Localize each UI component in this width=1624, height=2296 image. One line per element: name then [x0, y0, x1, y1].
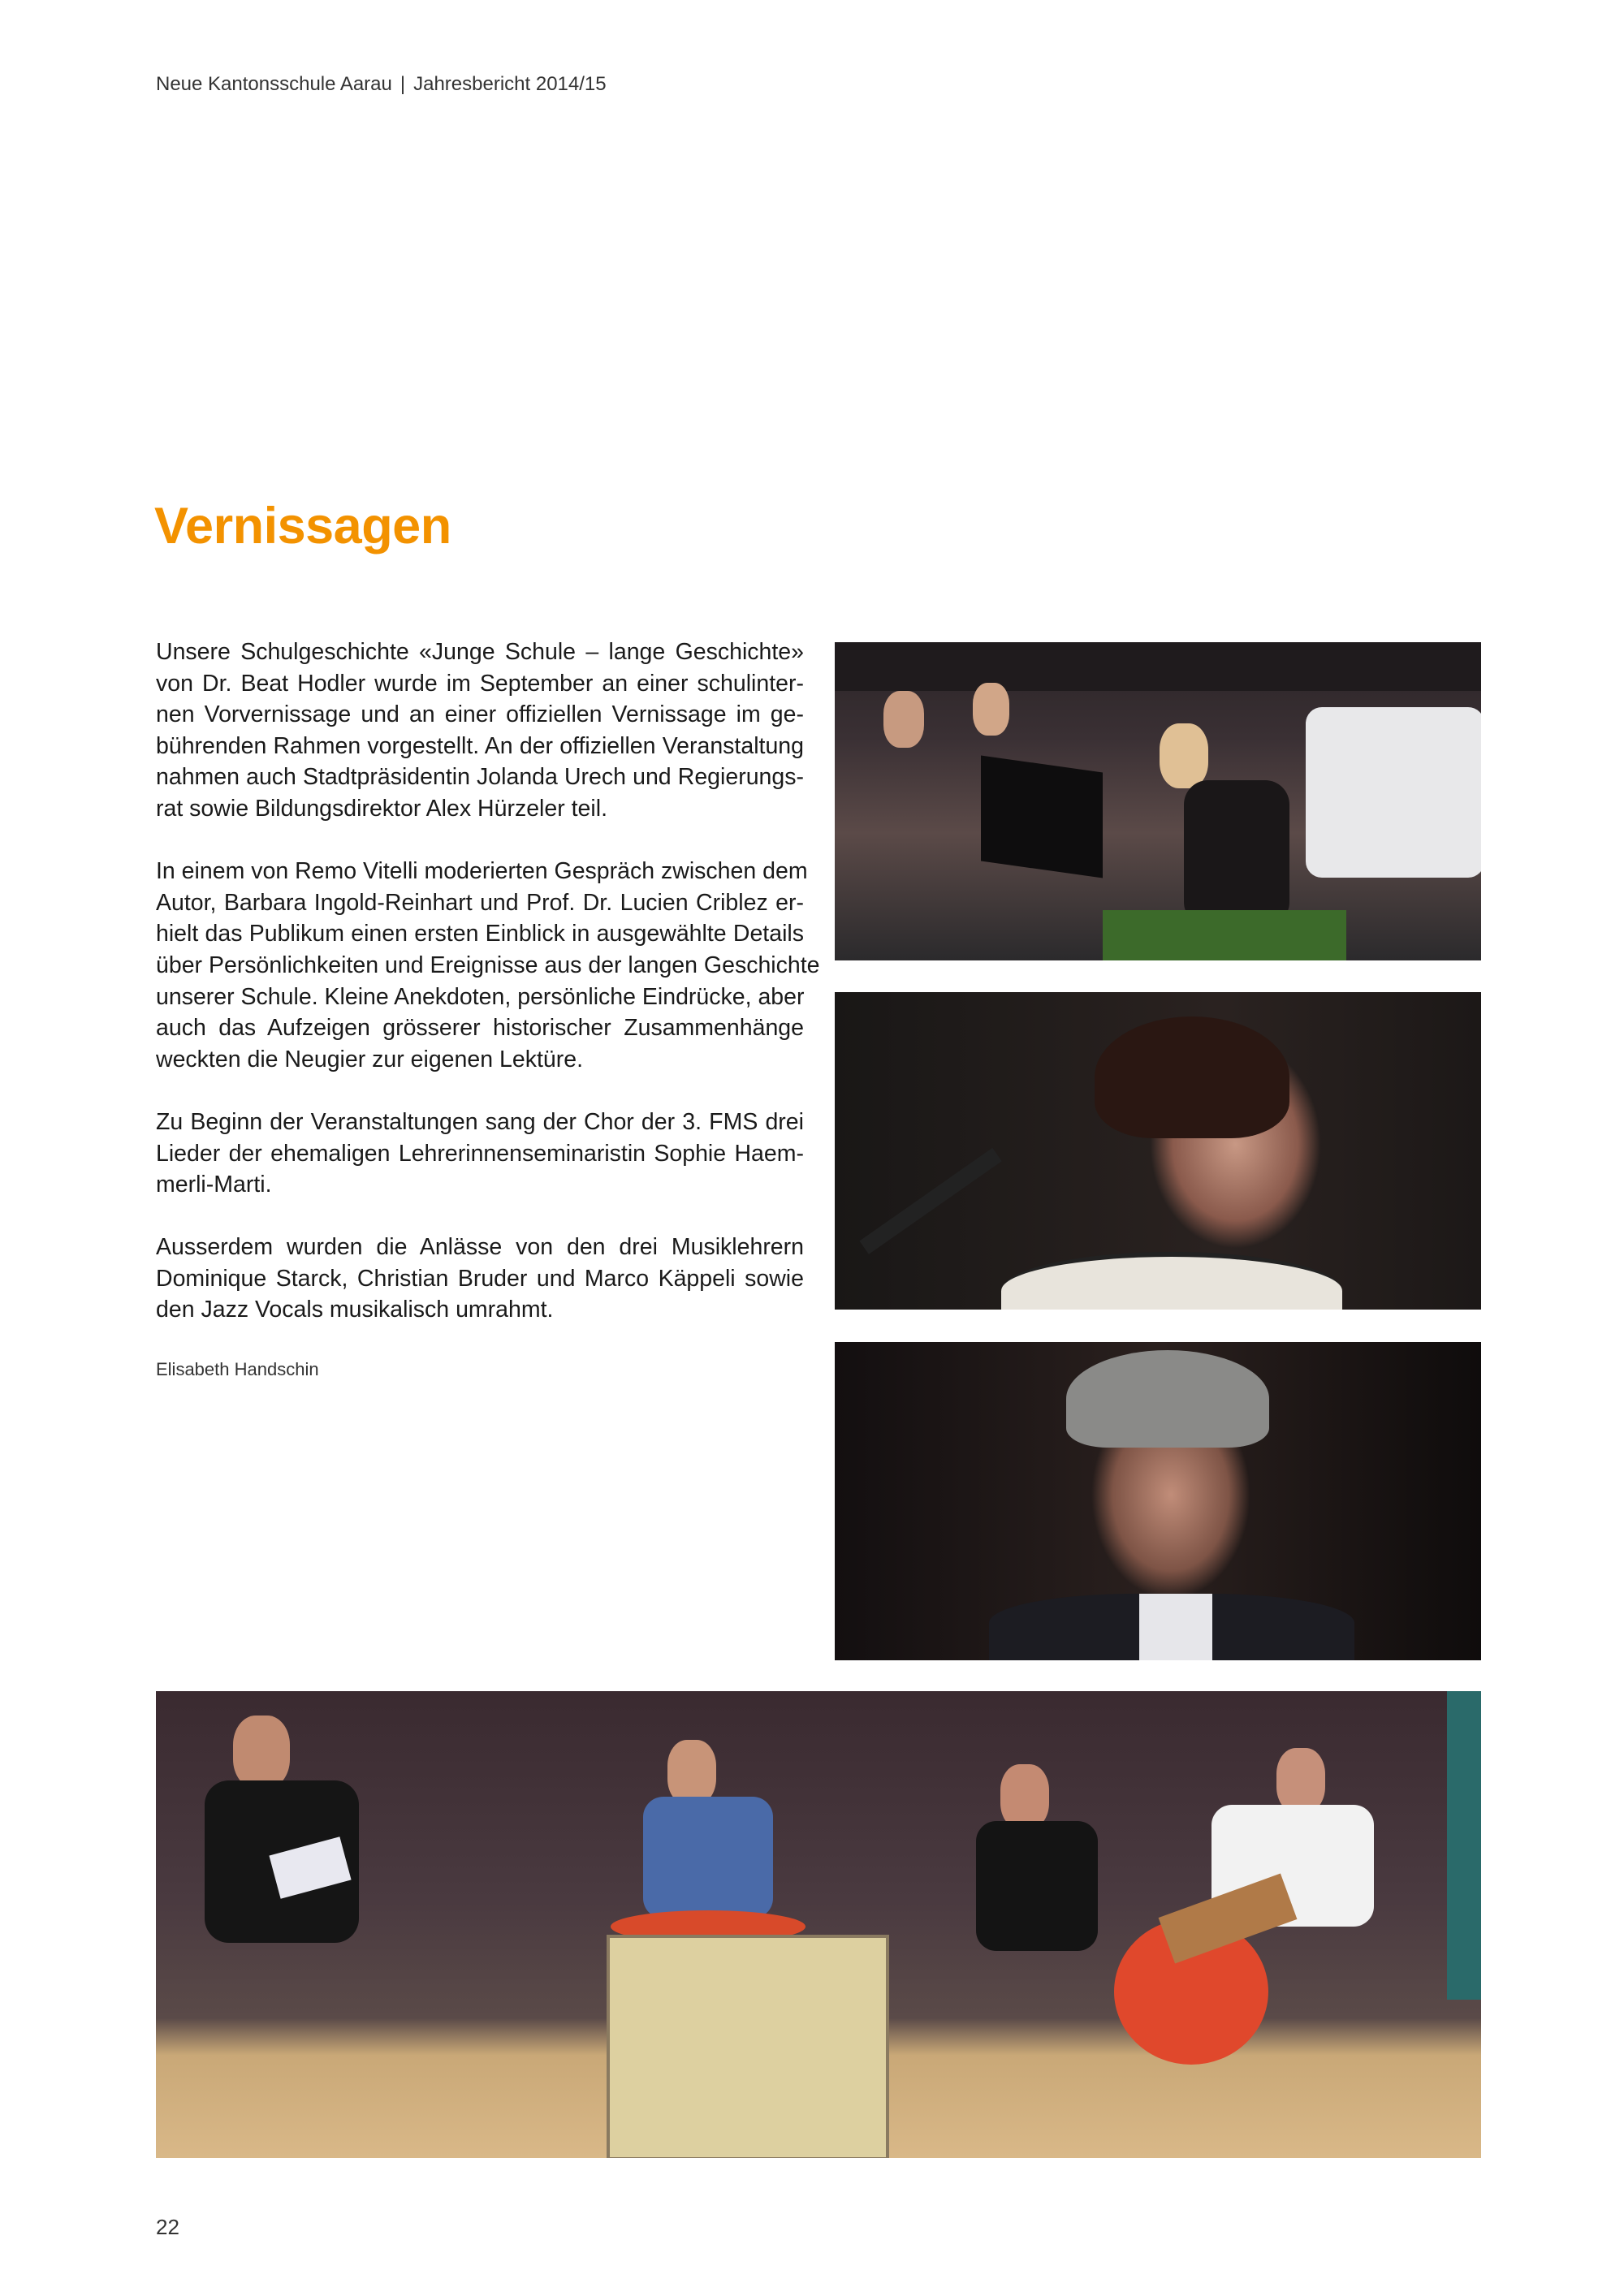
text-line: unserer Schule. Kleine Anekdoten, persönliche Eindrücke, aber — [156, 983, 805, 1010]
report-name: Jahresbericht 2014/15 — [413, 73, 607, 95]
paragraph — [156, 856, 820, 1075]
text-line: In einem von Remo Vitelli moderierten Gespräch zwischen dem — [156, 858, 808, 885]
article-body — [156, 637, 820, 1357]
text-line: weckten die Neugier zur eigenen Lektüre. — [156, 1046, 583, 1072]
text-line: den Jazz Vocals musikalisch umrahmt. — [156, 1297, 554, 1323]
text-line: Autor, Barbara Ingold-Reinhart und Prof. Dr. Lucien Criblez er- — [156, 889, 804, 916]
text-line: Dominique Starck, Christian Bruder und Marco Käppeli sowie — [156, 1265, 804, 1292]
text-line: auch das Aufzeigen grösserer historischer Zusammenhänge — [156, 1015, 804, 1042]
text-line: Lieder der ehemaligen Lehrerinnenseminaristin Sophie Haem- — [156, 1140, 804, 1167]
text-line: hielt das Publikum einen ersten Einblick in ausgewählte Details — [156, 921, 804, 947]
photo-choir — [835, 642, 1481, 960]
text-line: Zu Beginn der Veranstaltungen sang der Chor der 3. FMS drei — [156, 1108, 804, 1135]
page-number: 22 — [156, 2215, 179, 2239]
school-name: Neue Kantonsschule Aarau — [156, 73, 392, 95]
text-line: Ausserdem wurden die Anlässe von den drei Musiklehrern — [156, 1234, 804, 1261]
text-line: von Dr. Beat Hodler wurde im September an einer schulinter- — [156, 670, 804, 697]
photo-panel-discussion — [156, 1691, 1481, 2158]
paragraph — [156, 637, 804, 825]
text-line: nen Vorvernissage und an einer offiziellen Vernissage im ge- — [156, 701, 804, 728]
photo-woman-speaking — [835, 992, 1481, 1310]
photo-man-speaking — [835, 1342, 1481, 1660]
header-separator: | — [400, 73, 406, 95]
paragraph — [156, 1107, 804, 1201]
text-line: rat sowie Bildungsdirektor Alex Hürzeler teil. — [156, 795, 607, 822]
running-header — [156, 73, 607, 96]
text-line: merli-Marti. — [156, 1172, 272, 1198]
article-title: Vernissagen — [154, 498, 451, 555]
text-line: bührenden Rahmen vorgestellt. An der offiziellen Veranstaltung — [156, 732, 804, 759]
text-line: Unsere Schulgeschichte «Junge Schule – lange Geschichte» — [156, 639, 804, 665]
text-line: nahmen auch Stadtpräsidentin Jolanda Urech und Regierungs- — [156, 764, 804, 791]
text-line: über Persönlichkeiten und Ereignisse aus der langen Geschichte — [156, 952, 820, 978]
paragraph — [156, 1232, 804, 1326]
author-name: Elisabeth Handschin — [156, 1359, 319, 1379]
